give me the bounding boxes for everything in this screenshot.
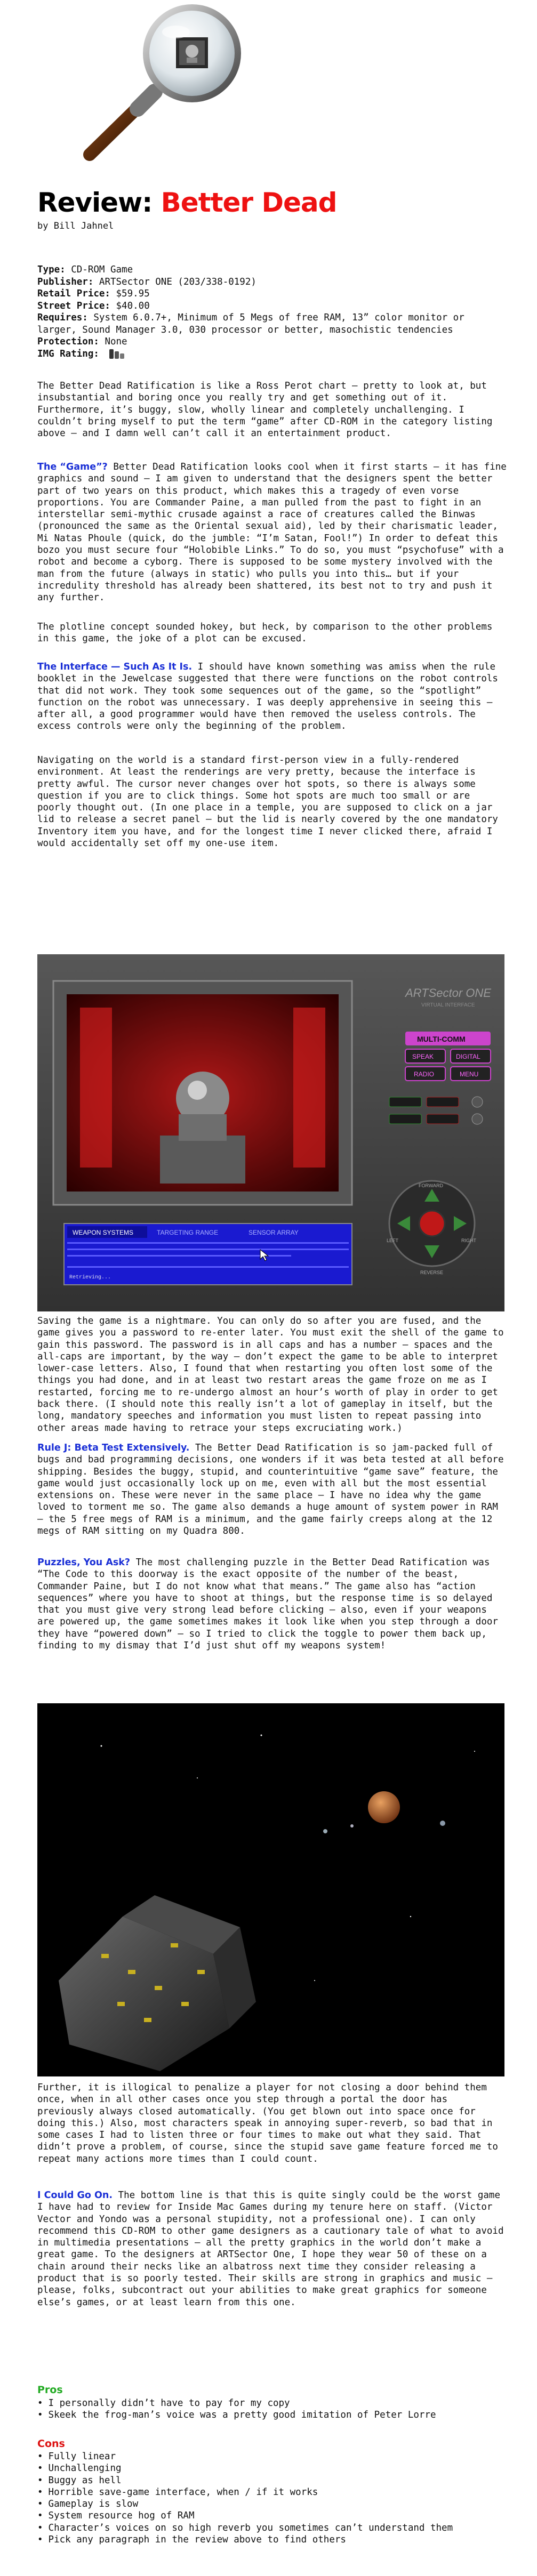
spec-box <box>37 264 507 360</box>
spec-rating: IMG Rating: <box>37 348 507 360</box>
paragraph-saving: Saving the game is a nightmare. You can only do so after you are fused, and the game gives you a password to re-enter later. You must exit the shell of the game to gain this password. The password is in all caps and has a number — spaces and the all-caps are important, by the way — don’t expect the game to be able to interpret lower-case letters. Also, I found that when restarting you often lost some of the things you had done, and in at least two restart areas the game froze on me as I restarted, forcing me to re-undergo almost an hour’s worth of play in order to get back there. (I should note this really isn’t a lot of gameplay in itself, but the long, mandatory speeches and information you must listen to repeat passing into other areas made having to retrace your steps excruciating work.) <box>37 1316 504 1434</box>
spec-retail-price: Retail Price: $59.95 <box>37 288 150 299</box>
paragraph-puzzles: Puzzles, You Ask? The most challenging puzzle in the Better Dead Ratification was “The Code to this doorway is the exact opposite of the number of the beast, Commander Paine, but I do not know what that means.” The game also has “action sequences” where you have to shoot at things, but the response time is so delayed that you must give very strong lead before clicking — also, even if your weapons are powered up, the game sometimes makes it look like when you step through a door they have “powered down” — so I tried to click the toggle to power them back up, finding to my dismay that I’d just shut off my weapons system! <box>37 1557 498 1652</box>
pros-list <box>37 2397 436 2421</box>
paragraph-interface: The Interface — Such As It Is. I should have known something was amiss when the rule booklet in the Jewelcase suggested that there were functions on the robot controls that did not work. They took some sequences out of the game, so the “spotlight” function on the robot was unnecessary. I was deeply apprehensive in seeing this — after all, a good programmer would have then removed the useless controls. The excess controls were only the beginning of the problem. <box>37 662 498 732</box>
spec-street-price: Street Price: $40.00 <box>37 300 150 311</box>
red-toggle[interactable] <box>427 1097 459 1107</box>
section-heading: The “Game”? <box>37 462 108 472</box>
spec-requires: Requires: System 6.0.7+, Minimum of 5 Megs of free RAM, 13” color monitor or larger, Sound Manager 3.0, 030 processor or better, masochistic tendencies <box>37 312 464 335</box>
svg-text:SENSOR ARRAY: SENSOR ARRAY <box>249 1229 299 1236</box>
svg-text:TARGETING RANGE: TARGETING RANGE <box>157 1229 219 1236</box>
svg-text:FORWARD: FORWARD <box>419 1183 443 1188</box>
paragraph-beta-test: Rule J: Beta Test Extensively. The Better Dead Ratification is so jam-packed full of bugs and bad programming decisions, one wonders if it was beta tested at all before shipping. Besides the buggy, stupid, and counterintuitive “game save” feature, the game would just occasionally lock up on me, even with all but the most essential extensions on. These were never in the same place — I have no idea why the game loved to torment me so. The game also demands a huge amount of system power in RAM — the 5 free megs of RAM is a minimum, and the game fairly creeps along at the 12 megs of RAM sitting on my Quadra 800. <box>37 1443 504 1537</box>
moon-icon <box>323 1829 327 1833</box>
byline: by Bill Jahnel <box>37 221 114 231</box>
list-item: • Buggy as hell <box>37 2475 453 2486</box>
paragraph-the-game: The “Game”? Better Dead Ratification looks cool when it first starts — it has fine graphics and sound — I am given to understand that the designers spent the better part of two years on this product, which makes this a tragedy of even vorse proportions. You are Commander Paine, a man pulled from the past to fight in an interstellar semi-mythic crusade against a race of creatures called the Binwas (pronounced the same as the Oriental sexual aid), led by their charismatic leader, Mi Natas Phoule (quick, do the jumble: “I’m Satan, Fool!”) In order to defeat this bozo you must secure four “Holobible Links.” To do so, you must “psychofuse” with a robot and become a cyborg. There is supposed to be some mystery involved with the man from the future (always in static) who pulls you into this… but if your incredulity threshold has already been shattered, its best not to try and push it any further. <box>37 462 507 603</box>
svg-text:LEFT: LEFT <box>387 1238 399 1243</box>
list-item: • Gameplay is slow <box>37 2498 453 2510</box>
list-item: • Fully linear <box>37 2451 453 2462</box>
paragraph-plotline: The plotline concept sounded hokey, but heck, by comparison to the other problems in this game, the joke of a plot can be excused. <box>37 622 493 645</box>
svg-text:SPEAK: SPEAK <box>412 1053 434 1060</box>
knob-icon[interactable] <box>472 1097 483 1107</box>
list-item: • Skeek the frog-man’s voice was a pretty good imitation of Peter Lorre <box>37 2409 436 2421</box>
list-item: • Unchallenging <box>37 2462 453 2474</box>
svg-text:REVERSE: REVERSE <box>420 1270 444 1275</box>
green-toggle[interactable] <box>389 1097 421 1107</box>
cons-list <box>37 2451 453 2546</box>
list-item: • Horrible save-game interface, when / if it works <box>37 2486 453 2498</box>
paragraph-intro: The Better Dead Ratification is like a Ross Perot chart — pretty to look at, but insubstantial and boring once you really try and get something out of it. Furthermore, it’s buggy, slow, wholly linear and completely unchallenging. I couldn’t bring myself to put the term “game” after CD-ROM in the category listing above — and I damn well can’t call it an entertainment product. <box>37 381 493 439</box>
paragraph-navigation: Navigating on the world is a standard first-person view in a fully-rendered environment. At least the renderings are very pretty, because the interface is pretty awful. The cursor never changes over hot spots, so there is always some question if you are to click things. Some hot spots are much too small or are poorly thought out. (In one place in a temple, you are supposed to click on a jar lid to release a secret panel — but the lid is nearly covered by the one mandatory Inventory item you have, and for the longest time I never clicked there, afraid I would accidentally set off my one-use item. <box>37 755 498 849</box>
planet-icon <box>368 1791 400 1823</box>
list-item: • System resource hog of RAM <box>37 2510 453 2522</box>
section-heading: Puzzles, You Ask? <box>37 1557 131 1568</box>
article-title <box>37 187 336 219</box>
multicomm-label: MULTI-COMM <box>417 1035 466 1043</box>
pros-heading: Pros <box>37 2384 63 2396</box>
section-heading: I Could Go On. <box>37 2190 113 2201</box>
svg-text:RIGHT: RIGHT <box>461 1238 476 1243</box>
section-heading: The Interface — Such As It Is. <box>37 662 193 672</box>
svg-text:MENU: MENU <box>460 1070 479 1078</box>
brand-logo: ARTSector ONE <box>405 986 491 1000</box>
title-game-name: Better Dead <box>161 187 337 218</box>
paragraph-conclusion: I Could Go On. The bottom line is that this is quite singly could be the worst game I have had to review for Inside Mac Games during my tenure here on staff. (Victor Vector and Yondo was a personal stupidity, not a professional one). I can only recommend this CD-ROM to other game designers as a cautionary tale of what to avoid in multimedia presentations — all the pretty graphics in the world don’t make a great game. To the designers at ARTSector One, I hope they wear 50 of these on a chain around their necks like an albatross next time they consider releasing a product that is so poorly tested. Their skills are strong in graphics and music — please, folks, subcontract out your abilities to make great graphics for someone else’s games, or at least learn from this one. <box>37 2190 504 2308</box>
status-text: Retrieving... <box>69 1275 111 1281</box>
list-item: • Character’s voices on so high reverb you sometimes can’t understand them <box>37 2522 453 2534</box>
svg-text:DIGITAL: DIGITAL <box>456 1053 480 1060</box>
spec-publisher: Publisher: ARTSector ONE (203/338-0192) <box>37 276 257 287</box>
knob-icon-2[interactable] <box>472 1114 483 1124</box>
game-interface-screenshot <box>37 954 504 1311</box>
space-scene-screenshot <box>37 1703 504 2076</box>
brand-sub: VIRTUAL INTERFACE <box>421 1002 475 1008</box>
spec-protection: Protection: None <box>37 336 127 347</box>
magnifying-glass-illustration <box>80 0 261 165</box>
svg-text:RADIO: RADIO <box>414 1070 435 1078</box>
red-toggle-2[interactable] <box>427 1114 459 1124</box>
paragraph-further: Further, it is illogical to penalize a player for not closing a door behind them once, when in all other cases once you step through a portal the door has previously always closed automatically. (You get blown out into space once for doing this.) Also, most characters speak in annoying super-reverb, so bad that in some cases I had to listen three or four times to make out what they said. That didn’t prove a problem, of course, since the stupid save game feature forced me to repeat many actions more times than I could count. <box>37 2082 498 2164</box>
svg-text:WEAPON SYSTEMS: WEAPON SYSTEMS <box>73 1229 134 1236</box>
spec-type: Type: CD-ROM Game <box>37 264 133 275</box>
list-item: • I personally didn’t have to pay for my copy <box>37 2397 436 2409</box>
title-prefix: Review: <box>37 187 153 218</box>
list-item: • Pick any paragraph in the review above to find others <box>37 2534 453 2546</box>
green-toggle-2[interactable] <box>389 1114 421 1124</box>
cons-heading: Cons <box>37 2438 65 2450</box>
section-heading: Rule J: Beta Test Extensively. <box>37 1443 190 1453</box>
rating-icon <box>108 348 126 360</box>
